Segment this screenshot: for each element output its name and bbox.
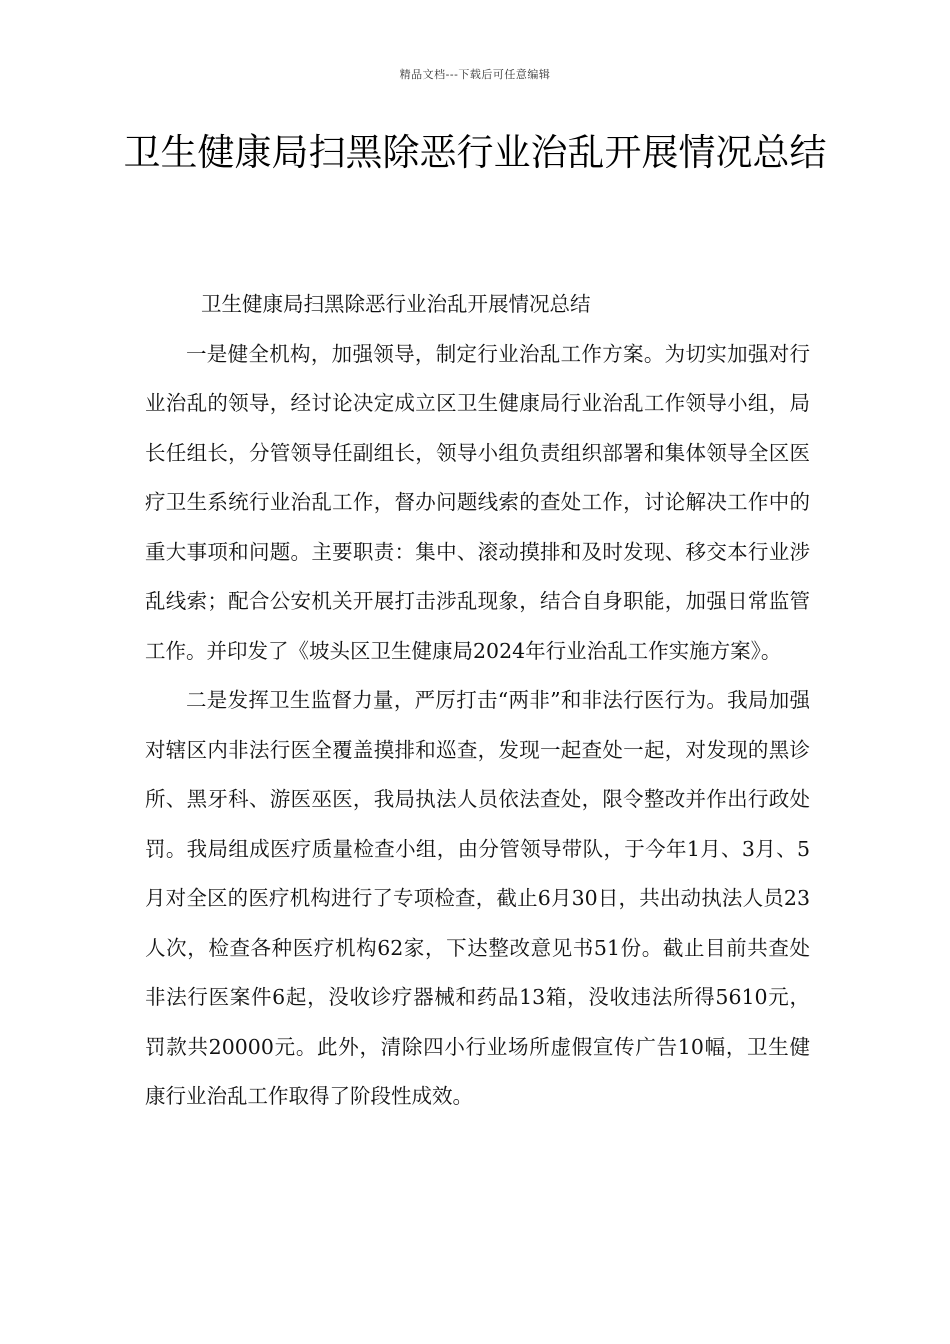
paragraph-2: 二是发挥卫生监督力量，严厉打击“两非”和非法行医行为。我局加强对辖区内非法行医全覆盖摸排和巡查，发现一起查处一起，对发现的黑诊所、黑牙科、游医巫医，我局执法人员依法查处，限令整改并作出行政处罚。我局组成医疗质量检查小组，由分管领导带队，于今年1月、3月、5月对全区的医疗机构进行了专项检查，截止6月30日，共出动执法人员23人次，检查各种医疗机构62家，下达整改意见书51份。截止目前共查处非法行医案件6起，没收诊疗器械和药品13箱，没收违法所得5610元，罚款共20000元。此外，清除四小行业场所虚假宣传广告10幅，卫生健康行业治乱工作取得了阶段性成效。 — [145, 688, 810, 1108]
document-body — [145, 280, 810, 1122]
header-note: 精品文档---下载后可任意编辑 — [399, 68, 551, 81]
document-subtitle: 卫生健康局扫黑除恶行业治乱开展情况总结 — [201, 292, 591, 316]
document-title: 卫生健康局扫黑除恶行业治乱开展情况总结 — [123, 131, 827, 174]
paragraph-1: 一是健全机构，加强领导，制定行业治乱工作方案。为切实加强对行业治乱的领导，经讨论决定成立区卫生健康局行业治乱工作领导小组，局长任组长，分管领导任副组长，领导小组负责组织部署和集体领导全区医疗卫生系统行业治乱工作，督办问题线索的查处工作，讨论解决工作中的重大事项和问题。主要职责：集中、滚动摸排和及时发现、移交本行业涉乱线索；配合公安机关开展打击涉乱现象，结合自身职能，加强日常监管工作。并印发了《坡头区卫生健康局2024年行业治乱工作实施方案》。 — [145, 341, 810, 663]
